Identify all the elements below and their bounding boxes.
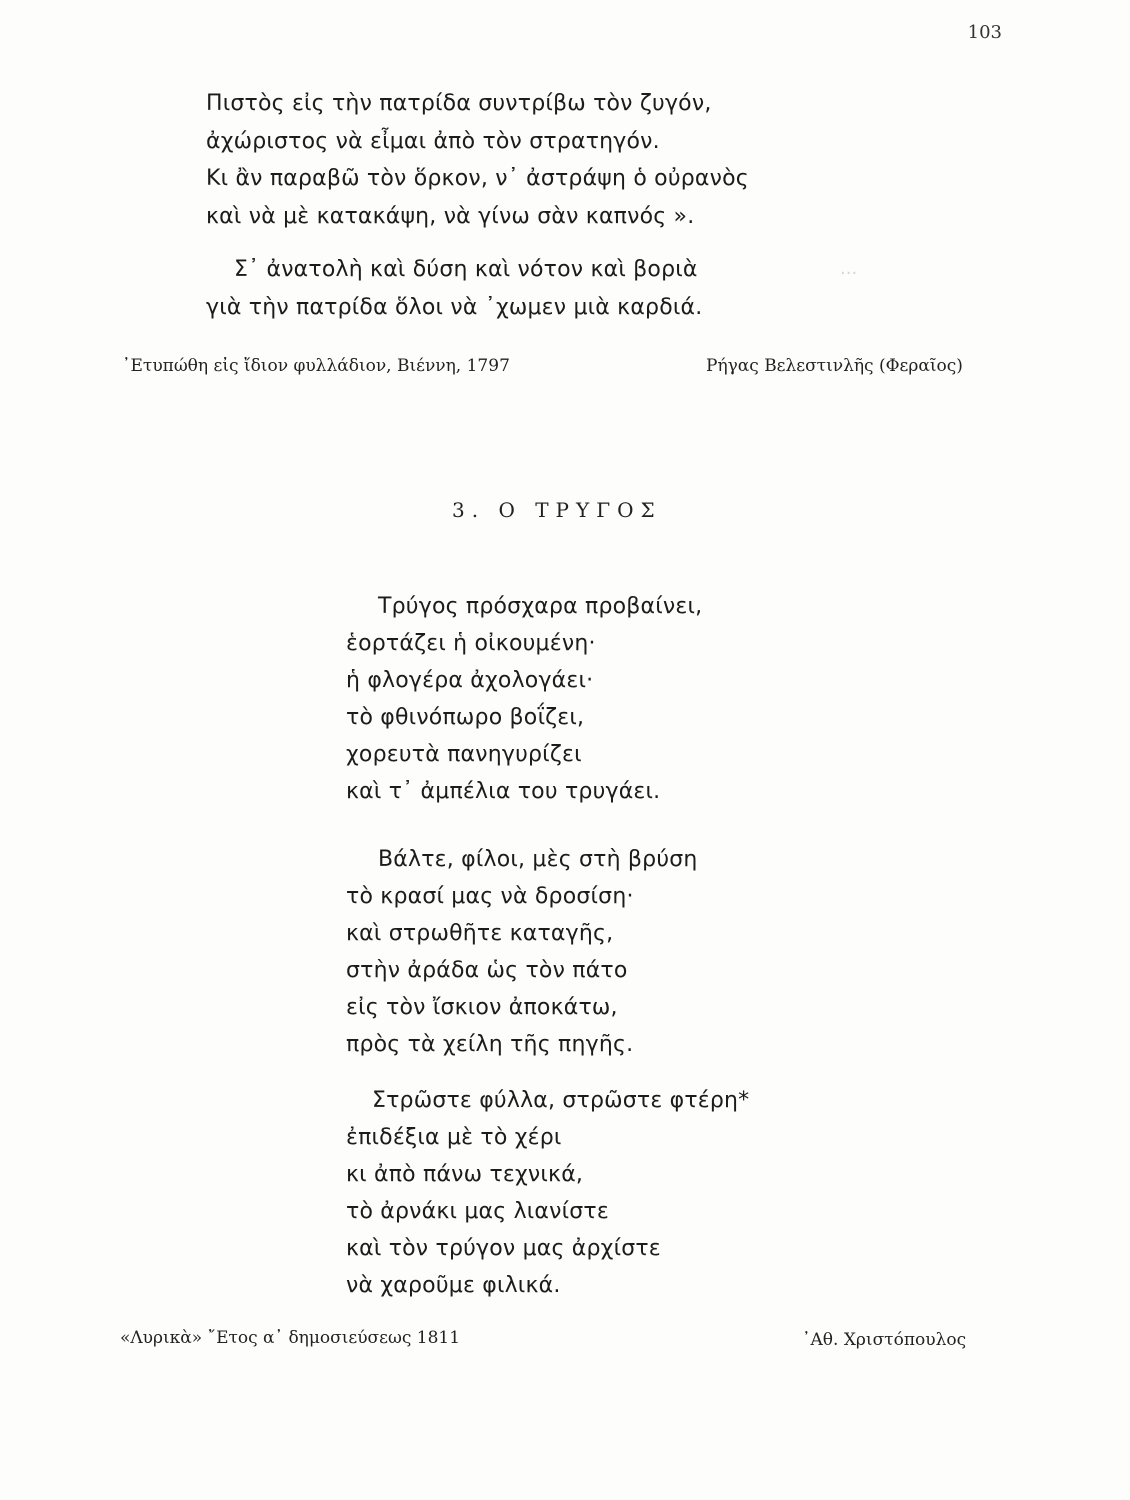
verse-line: Σ᾽ ἀνατολὴ καὶ δύση καὶ νότον καὶ βοριὰ — [234, 257, 698, 282]
verse-line: χορευτὰ πανηγυρίζει — [346, 742, 582, 767]
page-number: 103 — [967, 22, 1002, 43]
verse-line: νὰ χαροῦμε φιλικά. — [346, 1273, 561, 1298]
poem2-title: 3. Ο ΤΡΥΓΟΣ — [452, 498, 662, 522]
verse-line: ἐπιδέξια μὲ τὸ χέρι — [346, 1125, 562, 1150]
verse-line: ἀχώριστος νὰ εἶμαι ἀπὸ τὸν στρατηγόν. — [206, 128, 660, 154]
poem2-author: ᾽Αθ. Χριστόπουλος — [802, 1330, 967, 1350]
verse-line: τὸ φθινόπωρο βοΐζει, — [346, 705, 585, 730]
poem2-stanza-2 — [346, 841, 698, 1063]
verse-line: Βάλτε, φίλοι, μὲς στὴ βρύση — [378, 847, 698, 872]
poem2-stanza-1 — [346, 588, 702, 810]
verse-line: Πιστὸς εἰς τὴν πατρίδα συντρίβω τὸν ζυγόν, — [206, 91, 712, 116]
verse-line: καὶ νὰ μὲ κατακάψη, νὰ γίνω σὰν καπνός ». — [206, 203, 695, 229]
poem1-source: ᾽Ετυπώθη εἰς ἴδιον φυλλάδιον, Βιέννη, 1797 — [122, 356, 510, 376]
verse-line: τὸ ἀρνάκι μας λιανίστε — [346, 1199, 609, 1224]
poem1-stanza-a — [206, 85, 749, 235]
verse-line: ἑορτάζει ἡ οἰκουμένη· — [346, 631, 596, 656]
poem2-source: «Λυρικὰ» ῎Ετος α᾽ δημοσιεύσεως 1811 — [120, 1328, 461, 1348]
verse-line: Τρύγος πρόσχαρα προβαίνει, — [378, 594, 703, 619]
poem1-stanza-b — [206, 251, 702, 327]
verse-line: ἡ φλογέρα ἀχολογάει· — [346, 668, 594, 693]
verse-line: κι ἀπὸ πάνω τεχνικά, — [346, 1162, 584, 1187]
verse-line: πρὸς τὰ χείλη τῆς πηγῆς. — [346, 1032, 634, 1057]
verse-line: γιὰ τὴν πατρίδα ὅλοι νὰ ᾽χωμεν μιὰ καρδιά. — [206, 295, 703, 320]
verse-line: Στρῶστε φύλλα, στρῶστε φτέρη* — [372, 1088, 750, 1113]
verse-line: Κι ἂν παραβῶ τὸν ὅρκον, ν᾽ ἀστράψη ὁ οὐρανὸς — [206, 166, 749, 191]
verse-line: καὶ τὸν τρύγον μας ἀρχίστε — [346, 1236, 661, 1261]
verse-line: καὶ στρωθῆτε καταγῆς, — [346, 921, 614, 946]
poem2-stanza-3 — [346, 1082, 749, 1304]
verse-line: καὶ τ᾽ ἀμπέλια του τρυγάει. — [346, 779, 661, 804]
verse-line: εἰς τὸν ἴσκιον ἀποκάτω, — [346, 995, 618, 1020]
poem1-author: Ρήγας Βελεστινλῆς (Φεραῖος) — [706, 356, 963, 376]
verse-line: στὴν ἀράδα ὡς τὸν πάτο — [346, 958, 628, 983]
verse-line: τὸ κρασί μας νὰ δροσίση· — [346, 884, 634, 909]
